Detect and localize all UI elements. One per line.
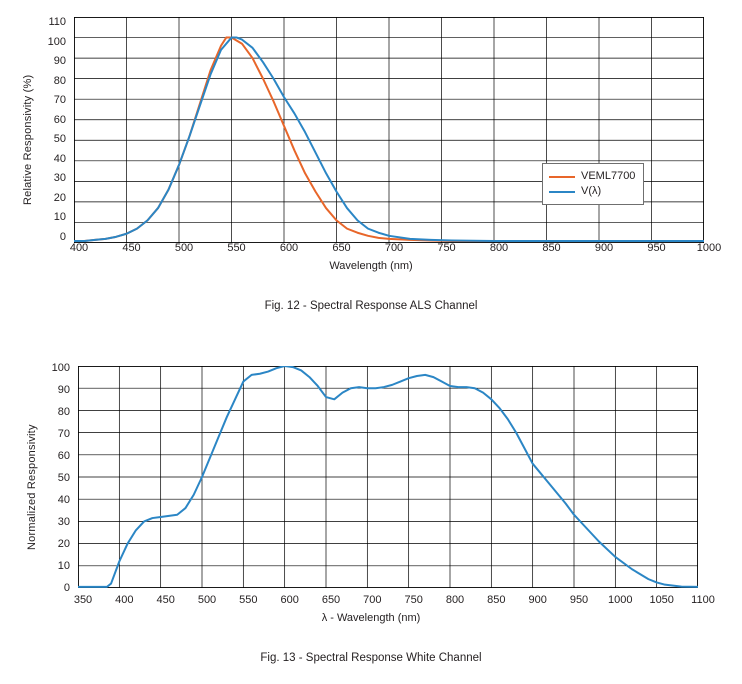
fig13-x-axis-title: λ - Wavelength (nm) (321, 612, 421, 624)
legend-swatch-vlambda (549, 191, 575, 193)
fig12-y-axis-title: Relative Responsivity (%) (22, 74, 34, 205)
fig12-y-ticks: 110 100 90 80 70 60 50 40 30 20 10 0 (47, 16, 66, 243)
fig13-y-axis-title: Normalized Responsivity (26, 424, 38, 550)
figure-13 (0, 340, 742, 684)
fig13-x-ticks: 350 400 450 500 550 600 650 700 750 800 850 900 950 1000 1050 1100 (73, 594, 715, 606)
fig12-legend (542, 163, 644, 205)
legend-item-vlambda (549, 184, 635, 199)
legend-swatch-veml7700 (549, 176, 575, 178)
fig13-y-ticks: 100 90 80 70 60 50 40 30 20 10 0 (51, 362, 70, 594)
legend-label-vlambda: V(λ) (581, 185, 602, 197)
figure-12 (0, 0, 742, 330)
fig12-x-ticks: 400 450 500 550 600 650 700 750 800 850 900 950 1000 (69, 242, 722, 254)
fig12-plot-area (74, 17, 704, 243)
figure-13-caption: Fig. 13 - Spectral Response White Channel (260, 652, 482, 664)
figure-12-caption: Fig. 12 - Spectral Response ALS Channel (264, 300, 478, 312)
legend-label-veml7700: VEML7700 (581, 170, 636, 182)
fig12-x-axis-title: Wavelength (nm) (329, 260, 413, 272)
fig13-plot-area (78, 366, 698, 588)
legend-item-veml7700 (549, 169, 635, 184)
